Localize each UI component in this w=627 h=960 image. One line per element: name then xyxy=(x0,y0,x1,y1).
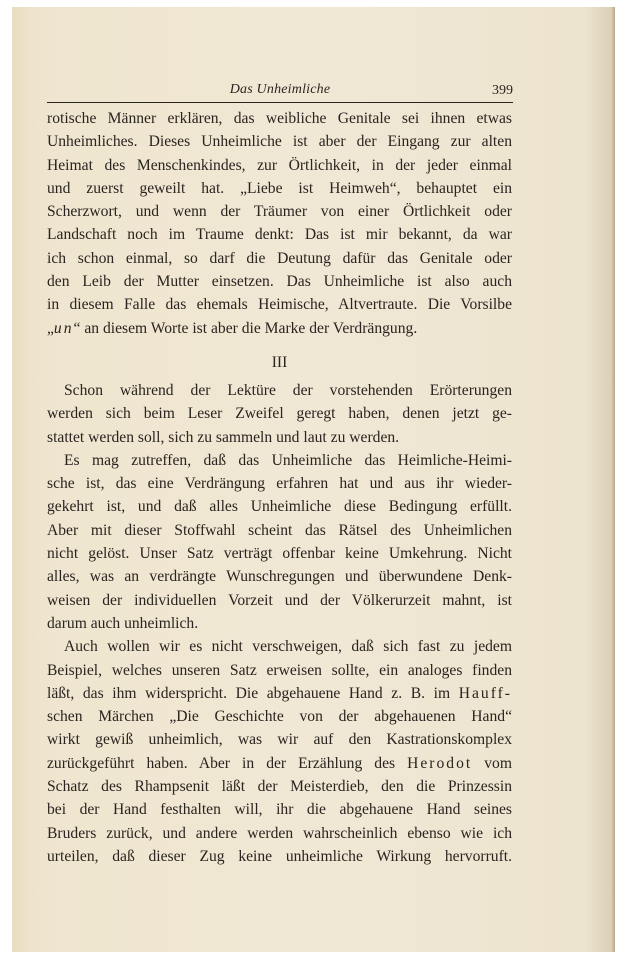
text-line: in diesem Falle das ehemals Heimische, Altvertraute. Die Vorsilbe xyxy=(47,296,512,314)
text-line: Es mag zutreffen, daß das Unheimliche das Heimliche-Heimi- xyxy=(64,451,512,469)
text-line: Aber mit dieser Stoffwahl scheint das Rätsel des Unheimlichen xyxy=(47,521,512,539)
text-line: rotische Männer erklären, das weibliche Genitale sei ihnen etwas xyxy=(47,110,512,127)
paragraph-1 xyxy=(47,107,512,340)
line-start: zurückgeführt haben. Aber in der Erzählung des xyxy=(47,754,408,772)
text-line: den Leib der Mutter einsetzen. Das Unheimliche ist also auch xyxy=(47,273,512,291)
section-heading: III xyxy=(271,353,288,371)
body-text xyxy=(47,107,512,868)
line-rest: “ an diesem Worte ist aber die Marke der Verdrängung. xyxy=(73,319,418,337)
author-name-hauff: Hauff- xyxy=(458,684,512,702)
line-start: läßt, das ihm widerspricht. Die abgehauene Hand z. B. im xyxy=(47,684,459,702)
text-line: alles, was an verdrängte Wunschregungen und überwundene Denk- xyxy=(47,568,512,586)
paragraph-2 xyxy=(47,379,512,449)
text-line xyxy=(47,682,512,705)
running-title: Das Unheimliche xyxy=(229,82,331,97)
text-line: Unheimliches. Dieses Unheimliche ist aber der Eingang zur alten xyxy=(47,133,512,151)
text-line: darum auch unheimlich. xyxy=(47,614,199,632)
text-line xyxy=(47,752,512,775)
text-line: Heimat des Menschenkindes, zur Örtlichkeit, in der jeder einmal xyxy=(47,156,512,174)
header-rule xyxy=(47,102,513,103)
text-line: ich schon einmal, so darf die Deutung dafür das Genitale oder xyxy=(47,249,512,267)
paragraph-4 xyxy=(47,635,512,868)
text-line: Scherzwort, und wenn der Träumer von einer Örtlichkeit oder xyxy=(47,203,512,221)
text-line: und zuerst geweilt hat. „Liebe ist Heimweh“, behauptet ein xyxy=(47,179,512,197)
text-line: Auch wollen wir es nicht verschweigen, daß sich fast zu jedem xyxy=(64,638,512,656)
text-line: Schatz des Rhampsenit läßt der Meisterdieb, den die Prinzessin xyxy=(47,778,512,796)
text-line: bei der Hand festhalten will, ihr die abgehauene Hand seines xyxy=(47,801,512,819)
text-line xyxy=(47,317,512,340)
text-line: wirkt gewiß unheimlich, was wir auf den Kastrationskomplex xyxy=(47,731,512,749)
author-name-herodot: Herodot xyxy=(407,754,473,772)
text-line: Schon während der Lektüre der vorstehenden Erörterungen xyxy=(64,381,512,399)
text-line: Bruders zurück, und andere werden wahrscheinlich ebenso wie ich xyxy=(47,824,512,842)
text-line: urteilen, daß dieser Zug keine unheimliche Wirkung hervorruft. xyxy=(47,847,512,865)
text-line: Beispiel, welches unseren Satz erweisen sollte, ein analoges finden xyxy=(47,661,512,679)
open-quote: „ xyxy=(47,319,54,337)
text-line: schen Märchen „Die Geschichte von der abgehauenen Hand“ xyxy=(47,708,512,726)
running-header xyxy=(47,82,513,102)
paragraph-3 xyxy=(47,449,512,635)
text-line: weisen der individuellen Vorzeit und der Völkerurzeit mahnt, ist xyxy=(47,591,512,609)
text-line: stattet werden soll, sich zu sammeln und laut zu werden. xyxy=(47,428,400,446)
text-line: gekehrt ist, und daß alles Unheimliche diese Bedingung erfüllt. xyxy=(47,498,512,516)
text-line: Landschaft noch im Traume denkt: Das ist mir bekannt, da war xyxy=(47,226,512,244)
emphasis-un: un xyxy=(53,319,74,337)
text-line: sche ist, das eine Verdrängung erfahren hat und aus ihr wieder- xyxy=(47,475,512,493)
text-line: nicht gelöst. Unser Satz verträgt offenbar keine Umkehrung. Nicht xyxy=(47,545,512,563)
page-number: 399 xyxy=(492,83,513,98)
line-end: vom xyxy=(472,754,512,772)
text-line: werden sich beim Leser Zweifel geregt haben, denen jetzt ge- xyxy=(47,405,512,423)
